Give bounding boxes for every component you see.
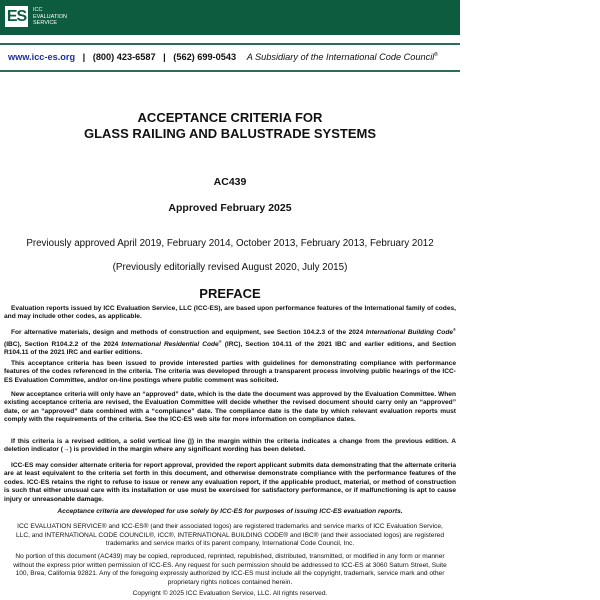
top-divider xyxy=(0,43,460,45)
preface-paragraph-6: ICC-ES may consider alternate criteria for report approval, provided the report applicant submits data demonstrating that the alternate criteria are at least equivalent to the criteria set forth in this document, and otherwise demonstrate compliance with the performance features of the codes. ICC-ES retains the right to refuse to issue or renew any evaluation report, if the applicable product, material, or method of construction is such that either unusual care with its installation or use must be exercised for satisfactory performance, or if malfunctioning is apt to cause injury or unreasonable damage. xyxy=(4,462,456,503)
logo-line-service: SERVICE xyxy=(33,20,58,26)
phone-1: (800) 423-6587 xyxy=(92,52,156,63)
subsidiary-text: A Subsidiary of the International Code Council® xyxy=(246,52,438,63)
contact-line xyxy=(8,52,438,62)
logo-line-evaluation: EVALUATION xyxy=(33,13,68,20)
preface-paragraph-3: This acceptance criteria has been issued to provide interested parties with guidelines for demonstrating compliance with performance features of the codes referenced in the criteria. The criteria was developed through a transparent process involving public hearings of the ICC-ES Evaluation Committee, and/or on-line postings where public comment was solicited. xyxy=(4,360,456,384)
reproduction-notice: No portion of this document (AC439) may be copied, reproduced, reprinted, republished, distributed, transmitted, or modified in any form or manner without the express prior written permission of ICC-ES. Any request for such permission should be addressed to ICC-ES at 3060 Saturn Street, Suite 100, Brea, California 92821. Any of the foregoing expressly authorized by ICC-ES must include all the copyright, trademark, service mark and other proprietary rights notices contained herein. xyxy=(13,553,447,586)
document-title-line-1: ACCEPTANCE CRITERIA FOR xyxy=(137,110,323,125)
document-code: AC439 xyxy=(213,176,247,188)
trademark-notice: ICC EVALUATION SERVICE® and ICC-ES® (and their associated logos) are registered trademarks and service marks of ICC Evaluation Service, LLC, and INTERNATIONAL CODE COUNCIL®, ICC®, INTERNATIONAL BUILDING CODE® and IBC® (and their associated logos) are registered trademarks and service marks of its parent company, International Code Council, Inc. xyxy=(15,523,444,547)
phone-2: (562) 699-0543 xyxy=(173,52,237,63)
preface-paragraph-1: Evaluation reports issued by ICC Evaluation Service, LLC (ICC-ES), are based upon performance features of the International family of codes, and may include other codes, as applicable. xyxy=(4,305,456,321)
logo-line-icc: ICC xyxy=(33,7,43,13)
previously-revised: (Previously editorially revised August 2020, July 2015) xyxy=(112,262,348,273)
preface-paragraph-5: If this criteria is a revised edition, a solid vertical line (|) in the margin within the criteria indicates a change from the previous edition. A deletion indicator (→) is provided in the margin where any significant wording has been deleted. xyxy=(4,438,456,454)
previously-approved: Previously approved April 2019, February 2014, October 2013, February 2013, February 2012 xyxy=(26,238,434,249)
preface-paragraph-4: New acceptance criteria will only have an “approved” date, which is the date the document was approved by the Evaluation Committee. When existing acceptance criteria are revised, the Evaluation Committee will decide whether the revised document should carry only an “approved” date, or an “approved” date combined with a “compliance” date. The compliance date is the date by which relevant evaluation reports must comply with the requirements of the criteria. See the ICC-ES web site for more information on compliance dates. xyxy=(4,391,456,424)
approval-date: Approved February 2025 xyxy=(168,202,292,214)
icc-es-logo-mark: ES xyxy=(6,8,27,25)
logo-wordmark xyxy=(33,7,67,27)
preface-paragraph-2: For alternative materials, design and methods of construction and equipment, see Section 104.2.3 of the 2024 International Building Code® (IBC), Section R104.2.2 of the 2024 International Residential Code® (IRC), Section 104.11 of the 2021 IBC and earlier editions, and Section R104.11 of the 2021 IRC and earlier editions. xyxy=(4,327,456,357)
website-link[interactable]: www.icc-es.org xyxy=(8,52,76,63)
separator: | xyxy=(82,52,86,63)
header-banner xyxy=(0,0,460,35)
preface-heading: PREFACE xyxy=(199,286,261,301)
document-title-line-2: GLASS RAILING AND BALUSTRADE SYSTEMS xyxy=(83,126,377,141)
bottom-divider xyxy=(0,70,460,72)
separator: | xyxy=(163,52,166,63)
usage-note: Acceptance criteria are developed for use solely by ICC-ES for purposes of issuing ICC-ES evaluation reports. xyxy=(57,508,403,515)
copyright-notice: Copyright © 2025 ICC Evaluation Service, LLC. All rights reserved. xyxy=(132,590,328,597)
